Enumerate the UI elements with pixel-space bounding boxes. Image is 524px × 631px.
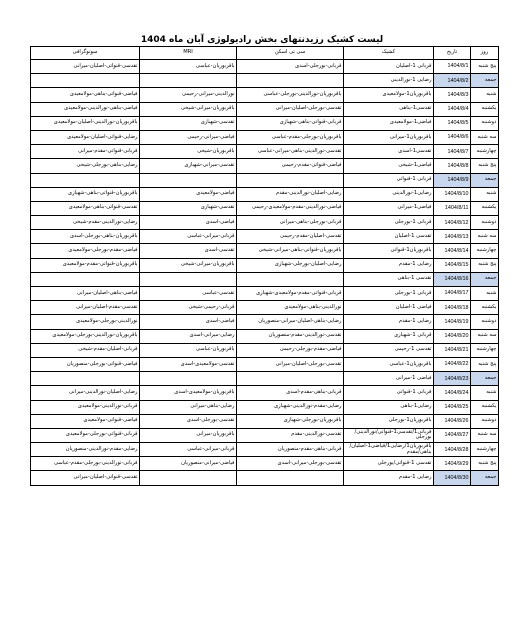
ct-cell: باقربوریان-قنواتی-بناهی-میرانی-شیخی <box>237 244 344 258</box>
day-cell: جمعه <box>471 74 499 88</box>
sonography-cell: تقدسی-مقدم-اصلیان-میرانی <box>31 301 140 315</box>
table-row <box>31 145 499 159</box>
ct-cell <box>237 372 344 386</box>
sonography-cell: رضایی-مقدم-نورالدینی-منصوریان <box>31 443 140 457</box>
shift-cell: فیاضی1-میرانی <box>344 201 434 215</box>
mri-cell: باقربوریان-عباسی <box>140 60 237 74</box>
day-cell: چهارشنبه <box>471 443 499 457</box>
ct-cell: قربانی-بناهی-مقدم-اسدی <box>237 386 344 400</box>
mri-cell: باقربوریان-عباسی <box>140 343 237 357</box>
shift-cell: باقربوریان1-مولامعیدی <box>344 88 434 102</box>
table-row <box>31 386 499 400</box>
mri-cell: باقربوریان-مولامعیدی-اسدی <box>140 386 237 400</box>
table-row <box>31 216 499 230</box>
ct-cell: رضایی-بناهی-اصلیان-میرانی-منصوریان <box>237 315 344 329</box>
shift-cell: رضایی1-بناهی <box>344 400 434 414</box>
date-cell: 1404/8/13 <box>434 230 471 244</box>
ct-cell: رضایی-اصلیان-نورالدینی-مقدم <box>237 187 344 201</box>
column-header-ct: سی تی اسکن <box>237 47 344 60</box>
mri-cell: تقدسی-عباسی <box>140 287 237 301</box>
table-row <box>31 244 499 258</box>
sonography-cell: قربانی-قنواتی-مقدم-میرانی <box>31 145 140 159</box>
sonography-cell: باقربوریان-قنواتی-بناهی-شهبازی <box>31 187 140 201</box>
sonography-cell: باقربوریان-نورالدینی-اصلیان-مولامعیدی <box>31 116 140 130</box>
table-row <box>31 457 499 471</box>
date-cell: 1404/8/24 <box>434 386 471 400</box>
day-cell: دوشنبه <box>471 116 499 130</box>
sonography-cell: قربانی-قنواتی-بورجلی-مولامعیدی <box>31 428 140 442</box>
ct-cell: تقدسی-بورجلی-اصلیان-میرانی <box>237 102 344 116</box>
table-row <box>31 74 499 88</box>
sonography-cell: باقربوریان-قنواتی-مقدم-مولامعیدی <box>31 258 140 272</box>
ct-cell: قربانی-بناهی-مقدم-منصوریان <box>237 443 344 457</box>
mri-cell: تقدسی-اسدی <box>140 244 237 258</box>
day-cell: یکشنبه <box>471 400 499 414</box>
shift-cell: قربانی 1-بورجلی <box>344 216 434 230</box>
table-row <box>31 173 499 187</box>
sonography-cell <box>31 173 140 187</box>
day-cell: جمعه <box>471 272 499 286</box>
table-row <box>31 443 499 457</box>
date-cell: 1404/8/25 <box>434 400 471 414</box>
day-cell: شنبه <box>471 386 499 400</box>
table-row <box>31 116 499 130</box>
column-header-mri: MRI <box>140 47 237 60</box>
day-cell: پنج شنبه <box>471 457 499 471</box>
date-cell: 1404/8/28 <box>434 443 471 457</box>
date-cell: 1404/8/10 <box>434 187 471 201</box>
sonography-cell: قربانی-اصلیان-مقدم-شیخی <box>31 343 140 357</box>
mri-cell: تقدسی-شهبازی <box>140 116 237 130</box>
sonography-cell: فیاضی-بناهی-اصلیان-میرانی <box>31 287 140 301</box>
ct-cell: قربانی-بورجلی-بناهی-میرانی <box>237 216 344 230</box>
ct-cell: قربانی-قنواتی-بناهی-شهبازی <box>237 116 344 130</box>
table-row <box>31 343 499 357</box>
day-cell: چهارشنبه <box>471 343 499 357</box>
ct-cell: رضایی-مقدم-نورالدینی-شهبازی <box>237 400 344 414</box>
shift-cell: قربانی 1-شهبازی <box>344 329 434 343</box>
sonography-cell: فیاضی-قنواتی-بناهی-مولامعیدی <box>31 88 140 102</box>
day-cell: سه شنبه <box>471 329 499 343</box>
ct-cell <box>237 471 344 485</box>
table-row <box>31 230 499 244</box>
date-cell: 1404/8/19 <box>434 315 471 329</box>
sonography-cell: باقربوریان-نورالدینی-بورجلی-مولامعیدی <box>31 329 140 343</box>
mri-cell: تقدسی-شهبازی <box>140 201 237 215</box>
ct-cell: فیاضی-نورالدینی-مقدم-مولامعیدی-رحیمی <box>237 201 344 215</box>
column-header-date: تاریخ <box>434 47 471 60</box>
ct-cell: تقدسی-اصلیان-مقدم-رحیمی <box>237 230 344 244</box>
sonography-cell: رضایی-قنواتی-اصلیان-مولامعیدی <box>31 130 140 144</box>
shift-cell: قربانی 1-اصلیان <box>344 60 434 74</box>
date-cell: 1404/9/29 <box>434 457 471 471</box>
shift-cell: باقربوریان1-بورجلی <box>344 414 434 428</box>
ct-cell <box>237 272 344 286</box>
ct-cell <box>237 173 344 187</box>
ct-cell <box>237 74 344 88</box>
mri-cell: فیاضی-اسدی <box>140 315 237 329</box>
sonography-cell: قربانی-نورالدینی-مولامعیدی <box>31 400 140 414</box>
ct-cell: فیاضی-مقدم-بورجلی-رحیمی <box>237 343 344 357</box>
shift-cell: تقدسی1-بناهی <box>344 102 434 116</box>
shift-cell: تقدسی 1-بناهی <box>344 272 434 286</box>
mri-cell: قربانی-میرانی-عباسی <box>140 230 237 244</box>
table-row <box>31 471 499 485</box>
ct-cell: تقدسی-نورالدینی-بناهی-میرانی-عباسی <box>237 145 344 159</box>
sonography-cell <box>31 74 140 88</box>
mri-cell: باقربوریان-شیخی <box>140 145 237 159</box>
mri-cell: فیاضی-مولامعیدی <box>140 187 237 201</box>
table-body <box>31 60 499 486</box>
shift-cell: فیاضی 1-میرانی <box>344 372 434 386</box>
day-cell: سه شنبه <box>471 428 499 442</box>
table-row <box>31 400 499 414</box>
shift-cell: تقدسی1-اسدی <box>344 145 434 159</box>
table-row <box>31 414 499 428</box>
date-cell: 1404/8/16 <box>434 272 471 286</box>
sonography-cell: تقدسی-قنواتی-اصلیان-میرانی <box>31 471 140 485</box>
shift-cell: قربانی1/تقدسی1-قنواتی/نورالدینی/بورجلی <box>344 428 434 442</box>
mri-cell: تقدسی-مولامعیدی-اسدی <box>140 357 237 371</box>
date-cell: 1404/8/12 <box>434 216 471 230</box>
day-cell: جمعه <box>471 372 499 386</box>
table-row <box>31 130 499 144</box>
ct-cell: تقدسی-نورالدینی-مقدم-منصوریان <box>237 329 344 343</box>
mri-cell: تقدسی-میرانی-شهبازی <box>140 159 237 173</box>
ct-cell: رضایی-اصلیان-بورجلی-شهبازی <box>237 258 344 272</box>
ct-cell: قربانی-قنواتی-مقدم-مولامعیدی-شهبازی <box>237 287 344 301</box>
day-cell: یکشنبه <box>471 102 499 116</box>
shift-cell: تقدسی 1-اصلیان <box>344 230 434 244</box>
date-cell: 1404/8/4 <box>434 102 471 116</box>
date-cell: 1404/8/26 <box>434 414 471 428</box>
date-cell: 1404/8/1 <box>434 60 471 74</box>
date-cell: 1404/8/27 <box>434 428 471 442</box>
table-row <box>31 159 499 173</box>
sonography-cell: رضایی-اصلیان-نورالدینی-میرانی <box>31 386 140 400</box>
sonography-cell: تقدسی-قنواتی-بناهی-مولامعیدی <box>31 201 140 215</box>
mri-cell: باقربوریان-میرانی <box>140 428 237 442</box>
date-cell: 1404/8/15 <box>434 258 471 272</box>
mri-cell <box>140 173 237 187</box>
day-cell: چهارشنبه <box>471 145 499 159</box>
day-cell: یکشنبه <box>471 201 499 215</box>
mri-cell: نورالدینی-میرانی-رحیمی <box>140 88 237 102</box>
date-cell: 1404/8/20 <box>434 329 471 343</box>
date-cell: 1404/8/17 <box>434 287 471 301</box>
day-cell: جمعه <box>471 471 499 485</box>
day-cell: پنج شنبه <box>471 258 499 272</box>
ct-cell: باقربوریان-نورالدینی-بورجلی-عباسی <box>237 88 344 102</box>
shift-cell: باقربوریان1-عباسی <box>344 357 434 371</box>
mri-cell: رضایی-میرانی-اسدی <box>140 329 237 343</box>
sonography-cell: رضایی-بناهی-بورجلی-شیخی <box>31 159 140 173</box>
date-cell: 1404/8/7 <box>434 145 471 159</box>
shift-cell: فیاضی1-شیخی <box>344 159 434 173</box>
sonography-cell: نورالدینی-بورجلی-مولامعیدی <box>31 315 140 329</box>
table-header-row <box>31 47 499 60</box>
table-row <box>31 329 499 343</box>
shift-cell: باقربوریان1-قنواتی <box>344 244 434 258</box>
mri-cell: تقدسی-بورجلی-اسدی <box>140 414 237 428</box>
sonography-cell: باقربوریان-بناهی-بورجلی-اسدی <box>31 230 140 244</box>
table-row <box>31 272 499 286</box>
mri-cell: باقربوریان-میرانی-شیخی <box>140 258 237 272</box>
table-row <box>31 88 499 102</box>
mri-cell: فیاضی-اسدی <box>140 216 237 230</box>
table-row <box>31 357 499 371</box>
sonography-cell: رضایی-نورالدینی-مقدم-شیخی <box>31 216 140 230</box>
day-cell: پنج شنبه <box>471 60 499 74</box>
shift-cell: باقربوریان1/رضایی1/فیاضی1-اصلیان/بناهی/مقدم <box>344 443 434 457</box>
page-title: لیست کشیک رزیدنتهای بخش رادیولوژی آبان ماه 1404 <box>140 35 384 45</box>
day-cell: دوشنبه <box>471 315 499 329</box>
mri-cell: قربانی-رحیمی-شیخی <box>140 301 237 315</box>
mri-cell <box>140 471 237 485</box>
day-cell: یکشنبه <box>471 301 499 315</box>
sonography-cell: تقدسی-قنواتی-اصلیان-میرانی <box>31 60 140 74</box>
mri-cell <box>140 74 237 88</box>
date-cell: 1404/8/22 <box>434 357 471 371</box>
ct-cell: باقربوریان-بورجلی-شهبازی <box>237 414 344 428</box>
table-row <box>31 287 499 301</box>
table-row <box>31 315 499 329</box>
shift-cell: رضایی 1-مقدم <box>344 471 434 485</box>
table-row <box>31 428 499 442</box>
shift-cell: قربانی 1-بورجلی <box>344 287 434 301</box>
sonography-cell <box>31 372 140 386</box>
table-row <box>31 372 499 386</box>
day-cell: سه شنبه <box>471 230 499 244</box>
table-row <box>31 102 499 116</box>
mri-cell: رضایی-بناهی-میرانی <box>140 400 237 414</box>
ct-cell: تقدسی-بورجلی-اصلیان-میرانی <box>237 357 344 371</box>
mri-cell <box>140 372 237 386</box>
date-cell: 1404/8/30 <box>434 471 471 485</box>
day-cell: پنج شنبه <box>471 159 499 173</box>
sonography-cell: فیاضی-قنواتی-بورجلی-منصوریان <box>31 357 140 371</box>
shift-cell: باقربوریان1-میرانی <box>344 130 434 144</box>
column-header-day: روز <box>471 47 499 60</box>
ct-cell: نورالدینی-بناهی-مولامعیدی <box>237 301 344 315</box>
sonography-cell: قربانی-نورالدینی-بورجلی-مقدم-عباسی <box>31 457 140 471</box>
shift-cell: رضایی1-نورالدینی <box>344 187 434 201</box>
date-cell: 1404/8/9 <box>434 173 471 187</box>
mri-cell: باقربوریان-میرانی-شیخی <box>140 102 237 116</box>
shift-cell: رضایی 1-مقدم <box>344 258 434 272</box>
sonography-cell: فیاضی-قنواتی-مولامعیدی <box>31 414 140 428</box>
day-cell: دوشنبه <box>471 414 499 428</box>
date-cell: 1404/8/8 <box>434 159 471 173</box>
ct-cell: قربانی-بورجلی-اسدی <box>237 60 344 74</box>
day-cell: چهارشنبه <box>471 244 499 258</box>
day-cell: جمعه <box>471 173 499 187</box>
date-cell: 1404/8/14 <box>434 244 471 258</box>
shift-cell: رضایی 1-نورالدینی <box>344 74 434 88</box>
day-cell: دوشنبه <box>471 216 499 230</box>
sonography-cell: فیاضی-بناهی-نورالدینی-مولامعیدی <box>31 102 140 116</box>
ct-cell: فیاضی-قنواتی-مقدم-رحیمی <box>237 159 344 173</box>
ct-cell: باقربوریان-بورجلی-مقدم-عباسی <box>237 130 344 144</box>
mri-cell <box>140 272 237 286</box>
day-cell: شنبه <box>471 287 499 301</box>
date-cell: 1404/8/2 <box>434 74 471 88</box>
table-row <box>31 60 499 74</box>
table-row <box>31 201 499 215</box>
ct-cell: تقدسی-نورالدینی-مقدم <box>237 428 344 442</box>
sonography-cell <box>31 272 140 286</box>
mri-cell: فیاضی-میرانی-منصوریان <box>140 457 237 471</box>
shift-cell: فیاضی 1-اصلیان <box>344 301 434 315</box>
column-header-shift: کشیک <box>344 47 434 60</box>
shift-cell: فیاضی1-مولامعیدی <box>344 116 434 130</box>
date-cell: 1404/8/11 <box>434 201 471 215</box>
table-row <box>31 258 499 272</box>
ct-cell: تقدسی-بورجلی-میرانی-اسدی <box>237 457 344 471</box>
day-cell: شنبه <box>471 187 499 201</box>
date-cell: 1404/8/5 <box>434 116 471 130</box>
day-cell: پنج شنبه <box>471 357 499 371</box>
day-cell: سه شنبه <box>471 130 499 144</box>
shift-cell: قربانی 1-قنواتی <box>344 386 434 400</box>
mri-cell: قربانی-میرانی-عباسی <box>140 443 237 457</box>
column-header-sonography: سونوگرافی <box>31 47 140 60</box>
shift-cell: تقدسی 1-قنواتی/بورجلی <box>344 457 434 471</box>
mri-cell: فیاضی-میرانی-رحیمی <box>140 130 237 144</box>
shift-cell: تقدسی 1-رحیمی <box>344 343 434 357</box>
date-cell: 1404/8/23 <box>434 372 471 386</box>
table-row <box>31 301 499 315</box>
date-cell: 1404/8/3 <box>434 88 471 102</box>
date-cell: 1404/8/6 <box>434 130 471 144</box>
shift-cell: قربانی 1-قنواتی <box>344 173 434 187</box>
shift-cell: رضایی 1-مقدم <box>344 315 434 329</box>
date-cell: 1404/8/21 <box>434 343 471 357</box>
date-cell: 1404/8/18 <box>434 301 471 315</box>
day-cell: شنبه <box>471 88 499 102</box>
sonography-cell: فیاضی-مقدم-بورجلی-مولامعیدی <box>31 244 140 258</box>
resident-shift-table <box>30 46 499 486</box>
table-row <box>31 187 499 201</box>
